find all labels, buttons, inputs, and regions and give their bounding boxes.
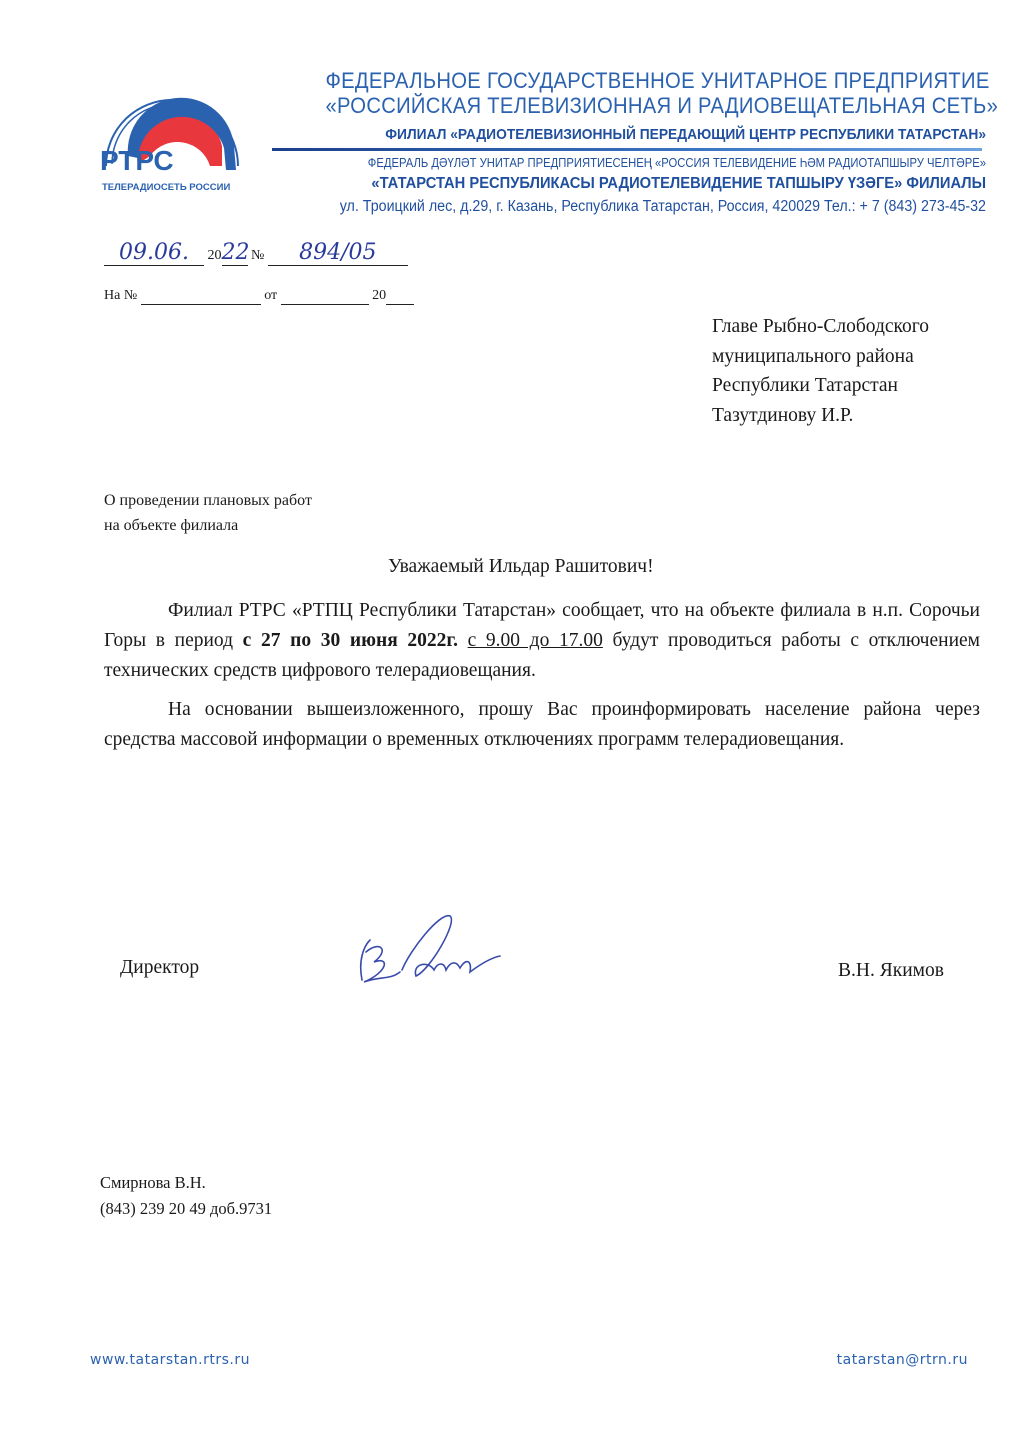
reg-year-prefix: 20	[207, 248, 222, 263]
reply-label: На №	[104, 288, 138, 303]
subject-line: на объекте филиала	[104, 517, 239, 534]
logo-tagline: ТЕЛЕРАДИОСЕТЬ РОССИИ	[102, 182, 231, 193]
letterhead-line-3: ФИЛИАЛ «РАДИОТЕЛЕВИЗИОННЫЙ ПЕРЕДАЮЩИЙ ЦЕНТР РЕСПУБЛИКИ ТАТАРСТАН»	[385, 126, 986, 143]
letterhead-divider	[272, 148, 982, 151]
executor-phone: (843) 239 20 49 доб.9731	[100, 1199, 273, 1218]
addressee-line: муниципального района	[712, 345, 914, 367]
addressee	[712, 312, 929, 430]
addressee-line: Тазутдинову И.Р.	[712, 404, 854, 426]
letterhead-line-5: «ТАТАРСТАН РЕСПУБЛИКАСЫ РАДИОТЕЛЕВИДЕНИЕ ТАПШЫРУ ҮЗӘГЕ» ФИЛИАЛЫ	[371, 175, 986, 192]
reg-year: 22	[221, 240, 250, 265]
greeting: Уважаемый Ильдар Рашитович!	[388, 556, 654, 577]
letterhead-line-4: ФЕДЕРАЛЬ ДӘҮЛӘТ УНИТАР ПРЕДПРИЯТИЕСЕНЕҢ «РОССИЯ ТЕЛЕВИДЕНИЕ ҺӘМ РАДИОТАПШЫРУ ЧЕЛТӘРЕ»	[367, 156, 986, 170]
subject-line: О проведении плановых работ	[104, 492, 312, 509]
year-label: 20	[372, 288, 387, 303]
footer-email-link[interactable]: tatarstan@rtrn.ru	[836, 1352, 968, 1368]
body-paragraph-2	[104, 695, 980, 755]
from-label: от	[264, 288, 278, 303]
handwritten-signature-icon	[350, 910, 510, 995]
executor-name: Смирнова В.Н.	[100, 1173, 206, 1192]
letterhead-address: ул. Троицкий лес, д.29, г. Казань, Республика Татарстан, Россия, 420029 Тел.: + 7 (843) 273-45-32	[339, 198, 986, 215]
executor-info	[100, 1170, 272, 1222]
p1-space	[458, 630, 468, 651]
letterhead-line-1: ФЕДЕРАЛЬНОЕ ГОСУДАРСТВЕННОЕ УНИТАРНОЕ ПРЕДПРИЯТИЕ	[325, 68, 990, 93]
p1-underlined-hours: с 9.00 до 17.00	[467, 630, 603, 651]
addressee-line: Главе Рыбно-Слободского	[712, 316, 930, 337]
p2-text: На основании вышеизложенного, прошу Вас проинформировать население района через средства массовой информации о временных отключениях программ телерадиовещания.	[104, 699, 980, 750]
reg-date: 09.06.	[104, 240, 204, 266]
p1-text-b: будут проводиться работы с отключением технических средств цифрового телерадиовещания.	[104, 630, 981, 681]
reg-number: 894/05	[268, 240, 408, 266]
letterhead-line-2: «РОССИЙСКАЯ ТЕЛЕВИЗИОННАЯ И РАДИОВЕЩАТЕЛЬНАЯ СЕТЬ»	[325, 93, 999, 118]
reg-number-label: №	[251, 248, 265, 263]
registration-line	[104, 240, 408, 266]
signatory-name: В.Н. Якимов	[838, 960, 944, 981]
signatory-title: Директор	[120, 957, 200, 978]
subject	[104, 488, 312, 538]
logo-abbr: РТРС	[100, 145, 174, 176]
p1-text-a: Филиал РТРС «РТПЦ Республики Татарстан» сообщает, что на объекте филиала в н.п. Сорочьи Горы в период	[104, 600, 980, 651]
footer-website-link[interactable]: www.tatarstan.rtrs.ru	[90, 1352, 250, 1368]
rtrs-logo-icon	[98, 86, 246, 196]
body-paragraph-1	[104, 596, 980, 686]
p1-bold-dates: с 27 по 30 июня 2022г.	[242, 630, 458, 651]
addressee-line: Республики Татарстан	[712, 375, 898, 396]
reply-line	[104, 288, 414, 305]
